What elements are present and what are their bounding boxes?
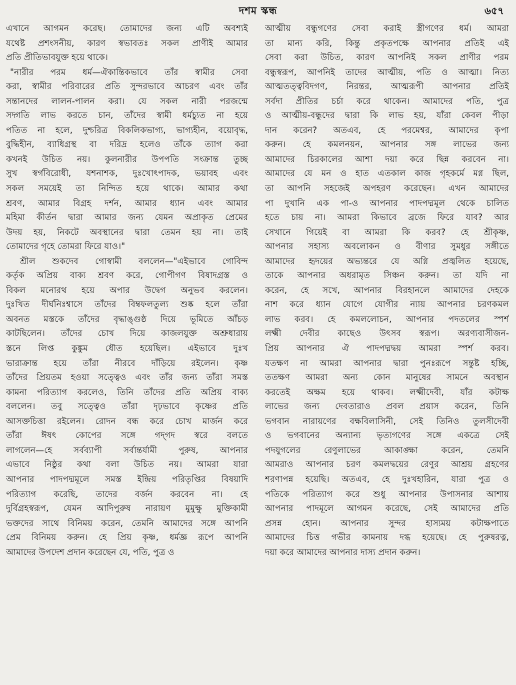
text-line: প্রেম বিনিময় করুন। হে প্রিয় কৃষ্ণ, ধর্মজ্ঞ রূপে আপনি [6, 533, 248, 544]
page-number: ৬৫৭ [484, 6, 504, 17]
text-line: পদযুগলের রেণুলাভের আকাঙ্ক্ষা করেন, তেমনি [265, 445, 509, 456]
text-line: বললেন। তবু সত্ত্বেও তাঁরা দৃঢ়ভাবে কৃষ্ণের প্রতি [6, 402, 248, 413]
text-line: কাটছিলেন। তাঁদের চোখ দিয়ে কাজলযুক্ত অশ্রুধারায় [6, 329, 248, 340]
text-line: হতে চায় না। আমরা কিভাবে ব্রজে ফিরে যাব? আর [265, 213, 509, 224]
text-line: তাকে আপনার অধরামৃত সিঞ্চন করুন। তা যদি না [265, 271, 509, 282]
text-line: পতিত না হলে, দুশ্চরিত্র বিকলিকভাগ্য, ভাগ্যহীন, বয়োবৃদ্ধ, [6, 125, 248, 136]
text-line: বুদ্ধিহীন, ব্যাধিগ্রস্থ বা দরিদ্র হলেও তাঁকে ত্যাগ করা [6, 140, 248, 151]
text-line: ও ভগবানের অন্যান্য ভৃত্যগণের সঙ্গে একত্রে সেই [265, 431, 509, 442]
text-line: ভগবান নারায়ণের বক্ষবিলাসিনী, সেই তিনিও তুলসীদেবী [265, 416, 509, 427]
page-header [0, 4, 516, 20]
text-line: যতক্ষণ না আমরা আপনার দ্বারা পুনঃরূপে সন্তুষ্ট হচ্ছি, [265, 358, 509, 369]
text-line: বন্ধুস্বরূপ, আপনিই তাদের আত্মীয়, পতি ও আত্মা। নিত্য [265, 67, 509, 78]
text-line: আমাদের চিত্ত গভীর কামনায় দগ্ধ হয়েছে। হে পুরুষরত্ন, [265, 533, 509, 544]
text-line: তোমাদের গৃহে তোমরা ফিরে যাও।" [6, 242, 126, 253]
text-line: প্রিয় আপনার ঐ পাদপদ্মদ্বয় আমরা স্পর্শ করব। [265, 344, 509, 355]
text-line: দুর্বিগ্রহস্বরূপ, যেমন আদিপুরুষ নারায়ণ মুমুক্ষু মুক্তিকামী [6, 504, 248, 515]
text-line: তা আপনি সহজেই অপহরণ করেছেন। এখন আমাদের [265, 184, 509, 195]
text-line: দুঃখিত দীর্ঘনিঃশ্বাসে তাঁদের বিম্বফলতুল্য শুষ্ক হলে তাঁরা [6, 300, 248, 311]
text-line: করা, স্বামীর পরিবারের প্রতি সুন্দরভাবে আচরণ এবং তাঁর [6, 82, 248, 93]
text-line: সকল সময়েই তা নিন্দিত হয়ে থাকে। আমার কথা [6, 184, 248, 195]
text-line: তা মান্য করি, কিন্তু প্রকৃতপক্ষে আপনার প্রতিই এই [265, 38, 509, 49]
text-line: আমাদের যে মন ও হাত এতকাল কাজ গৃহকর্মে মগ্ন ছিল, [265, 169, 509, 180]
running-title: দশম স্কন্ধ [238, 6, 278, 17]
text-line: স্তনে লিপ্ত কুঙ্কুম ধৌত হয়েছিল। এইভাবে দুঃখ [6, 344, 248, 355]
text-line: আমাদের চিরকালের আশা দয়া করে ছিন্ন করবেন না। [265, 154, 509, 165]
text-line: করুন। হে কমলনয়ন, আপনার সঙ্গ লাভের জন্য [265, 140, 509, 151]
text-line: আত্মীয় বন্ধুগণের সেবা করাই স্ত্রীগণের ধর্ম। আমরা [265, 24, 509, 34]
text-line: আপনার সহাস্য অবলোকন ও বীণার সুমধুর সঙ্গীতে [265, 242, 509, 253]
text-line: সেবা করা উচিত, কারণ আপনিই সকল প্রাণীর পরম [265, 53, 509, 64]
text-line: কর্তৃক অপ্রিয় বাক্য শ্রবণ করে, গোপীগণ বিষাদগ্রস্ত ও [6, 271, 248, 282]
text-line: দয়া করে আমাদের আপনার দাস্য প্রদান করুন। [265, 547, 421, 558]
text-line: আপনার পাদমূলে আগমন করেছে, সেই আমাদের প্রতি [265, 504, 509, 515]
text-line: করেন, হে সখে, আপনার বিরহানলে আমাদের দেহকে [265, 285, 509, 296]
text-line: এভাবে নিষ্ঠুর কথা বলা উচিত নয়। আমরা যারা [6, 460, 248, 471]
text-line: আমাদের উপদেশ প্রদান করেছেন যে, পতি, পুত্র ও [6, 547, 175, 558]
left-column [6, 22, 248, 677]
text-line: নাশ করে ধ্যান যোগে যোগীর ন্যায় আপনার চরণকমল [265, 300, 509, 311]
text-line: সেখানে গিয়েই বা আমরা কি করব? হে শ্রীকৃষ্ণ, [265, 227, 509, 238]
text-line: দান করেন? অতএব, হে পরমেশ্বর, আমাদের কৃপা [265, 125, 509, 136]
text-line: কখনই উচিত নয়। কুলনারীর উপপতি সংক্রান্ত তুচ্ছ [6, 154, 248, 165]
text-line: পা দুখানি এক পা-ও আপনার পাদপদ্মমূল থেকে চালিত [265, 198, 509, 209]
text-line: তাঁরা ঈষৎ কোপের সঙ্গে গদ্‌গদ স্বরে বলতে [6, 431, 248, 442]
text-line: ততক্ষণ আমরা অন্য কোন মানুষের সামনে অবস্থান [265, 373, 509, 384]
text-line: কামনা পরিত্যাগ করলেও, তিনি তাঁদের প্রতি অপ্রিয় বাক্য [6, 387, 248, 398]
text-line: লাভের জন্য দেবতারাও প্রবল প্রয়াস করেন, তিনি [265, 402, 509, 413]
text-line: শ্রবণ, আমার বিগ্রহ দর্শন, আমার ধ্যান এবং আমার [6, 198, 248, 209]
text-line: ভারাক্রান্ত হয়ে তাঁরা নীরবে দাঁড়িয়ে রইলেন। কৃষ্ণ [6, 358, 248, 369]
text-line: পতিকে পরিত্যাগ করে শুধু আপনার উপাসনার আশায় [265, 489, 509, 500]
text-line: সর্বদা প্রীতির চর্চা করে থাকেন। আমাদের পতি, পুত্র [265, 96, 509, 107]
text-line: অবনত মস্তকে তাঁদের বৃদ্ধাঙ্গুষ্ঠ দিয়ে ভূমিতে আঁচড় [6, 314, 248, 325]
text-line: আসক্তচিত্তা রইলেন। রোদন বন্ধ করে চোখ মার্জন করে [6, 416, 248, 427]
text-line: ও আত্মীয়-বন্ধুদের দ্বারা কি লাভ হয়, যাঁরা কেবল পীড়া [265, 111, 509, 122]
text-line: ভক্তদের সাথে বিনিময় করেন, তেমনি আমাদের সঙ্গে আপনি [6, 518, 248, 529]
text-line: "নারীর পরম ধর্ম—ঐকান্তিকভাবে তাঁর স্বামীর সেবা [10, 67, 248, 78]
text-line: উদয় হয়, নিকটে অবস্থানের দ্বারা তেমন হয় না। তাই [6, 227, 248, 238]
text-line: আপনার পাদপদ্মমূলে সমস্ত ইন্দ্রিয় পরিতৃপ্তির বিষয়াদি [6, 474, 248, 485]
text-line: যথেষ্ট প্রশংসনীয়, কারণ স্বভাবতঃ সকল প্রাণীই আমার [6, 38, 248, 49]
right-column [265, 22, 509, 677]
text-line: তাঁদের প্রিয়তম হওয়া সত্ত্বেও এবং তাঁর জন্য তাঁরা সমস্ত [6, 373, 248, 384]
text-line: বিকল মনোরথ হয়ে অপার উদ্বেগ অনুভব করলেন। [6, 285, 248, 296]
text-line: পরিত্যাগ করেছি, তাদের বর্জন করবেন না। হে [6, 489, 248, 500]
text-line: সদ্গতি লাভ করতে চান, তাঁদের স্বামী ধর্মচ্যুত না হয়ে [6, 111, 248, 122]
text-line: শরণাপন্ন হয়েছি। অতএব, হে দুঃখহারিন, যারা পুত্র ও [265, 474, 509, 485]
text-line: প্রসন্ন হোন। আপনার সুন্দর হাস্যময় কটাক্ষপাতে [265, 518, 509, 529]
text-line: লক্ষ্মী দেবীর কাছেও উৎসব স্বরূপ। অরণ্যবাসীজন- [265, 329, 509, 340]
text-line: শ্রীল শুকদেব গোস্বামী বললেন—"এইভাবে গোবিন্দ [20, 256, 248, 267]
text-line: সুখ স্বর্গবিরোধী, যশনাশক, দুঃখোৎপাদক, ভয়াবহ এবং [6, 169, 248, 180]
text-line: আত্মতত্ত্ববিদগণ, নিরন্তর, আত্মরূপী আপনার প্রতিই [265, 82, 509, 93]
text-line: আমাদের হৃদয়ের অভ্যন্তরে যে অগ্নি প্রজ্বলিত হয়েছে, [265, 256, 509, 267]
text-line: প্রতি প্রীতিভাবযুক্ত হয়ে থাকে। [6, 53, 108, 64]
text-line: লাগলেন—হে সর্বব্যাপী সর্বান্তর্যামী পুরুষ, আপনার [6, 445, 248, 456]
text-line: এখানে আগমন করেছ। তোমাদের জন্য এটি অবশ্যই [6, 24, 248, 34]
text-line: সন্তানদের লালন-পালন করা। যে সকল নারী পরজন্মে [6, 96, 248, 107]
text-line: লাভ করব। হে কমললোচন, আপনার পদতলের স্পর্শ [265, 314, 509, 325]
text-line: আমরাও আপনার চরণ কমলদ্বয়ের রেণুর আশ্রয় গ্রহণের [265, 460, 509, 471]
text-line: মহিমা কীর্তন দ্বারা আমার জন্য যেমন অপ্রাকৃত প্রেমের [6, 213, 248, 224]
text-line: করতেই অক্ষম হয়ে থাকব। লক্ষ্মীদেবী, যাঁর কটাক্ষ [265, 387, 509, 398]
